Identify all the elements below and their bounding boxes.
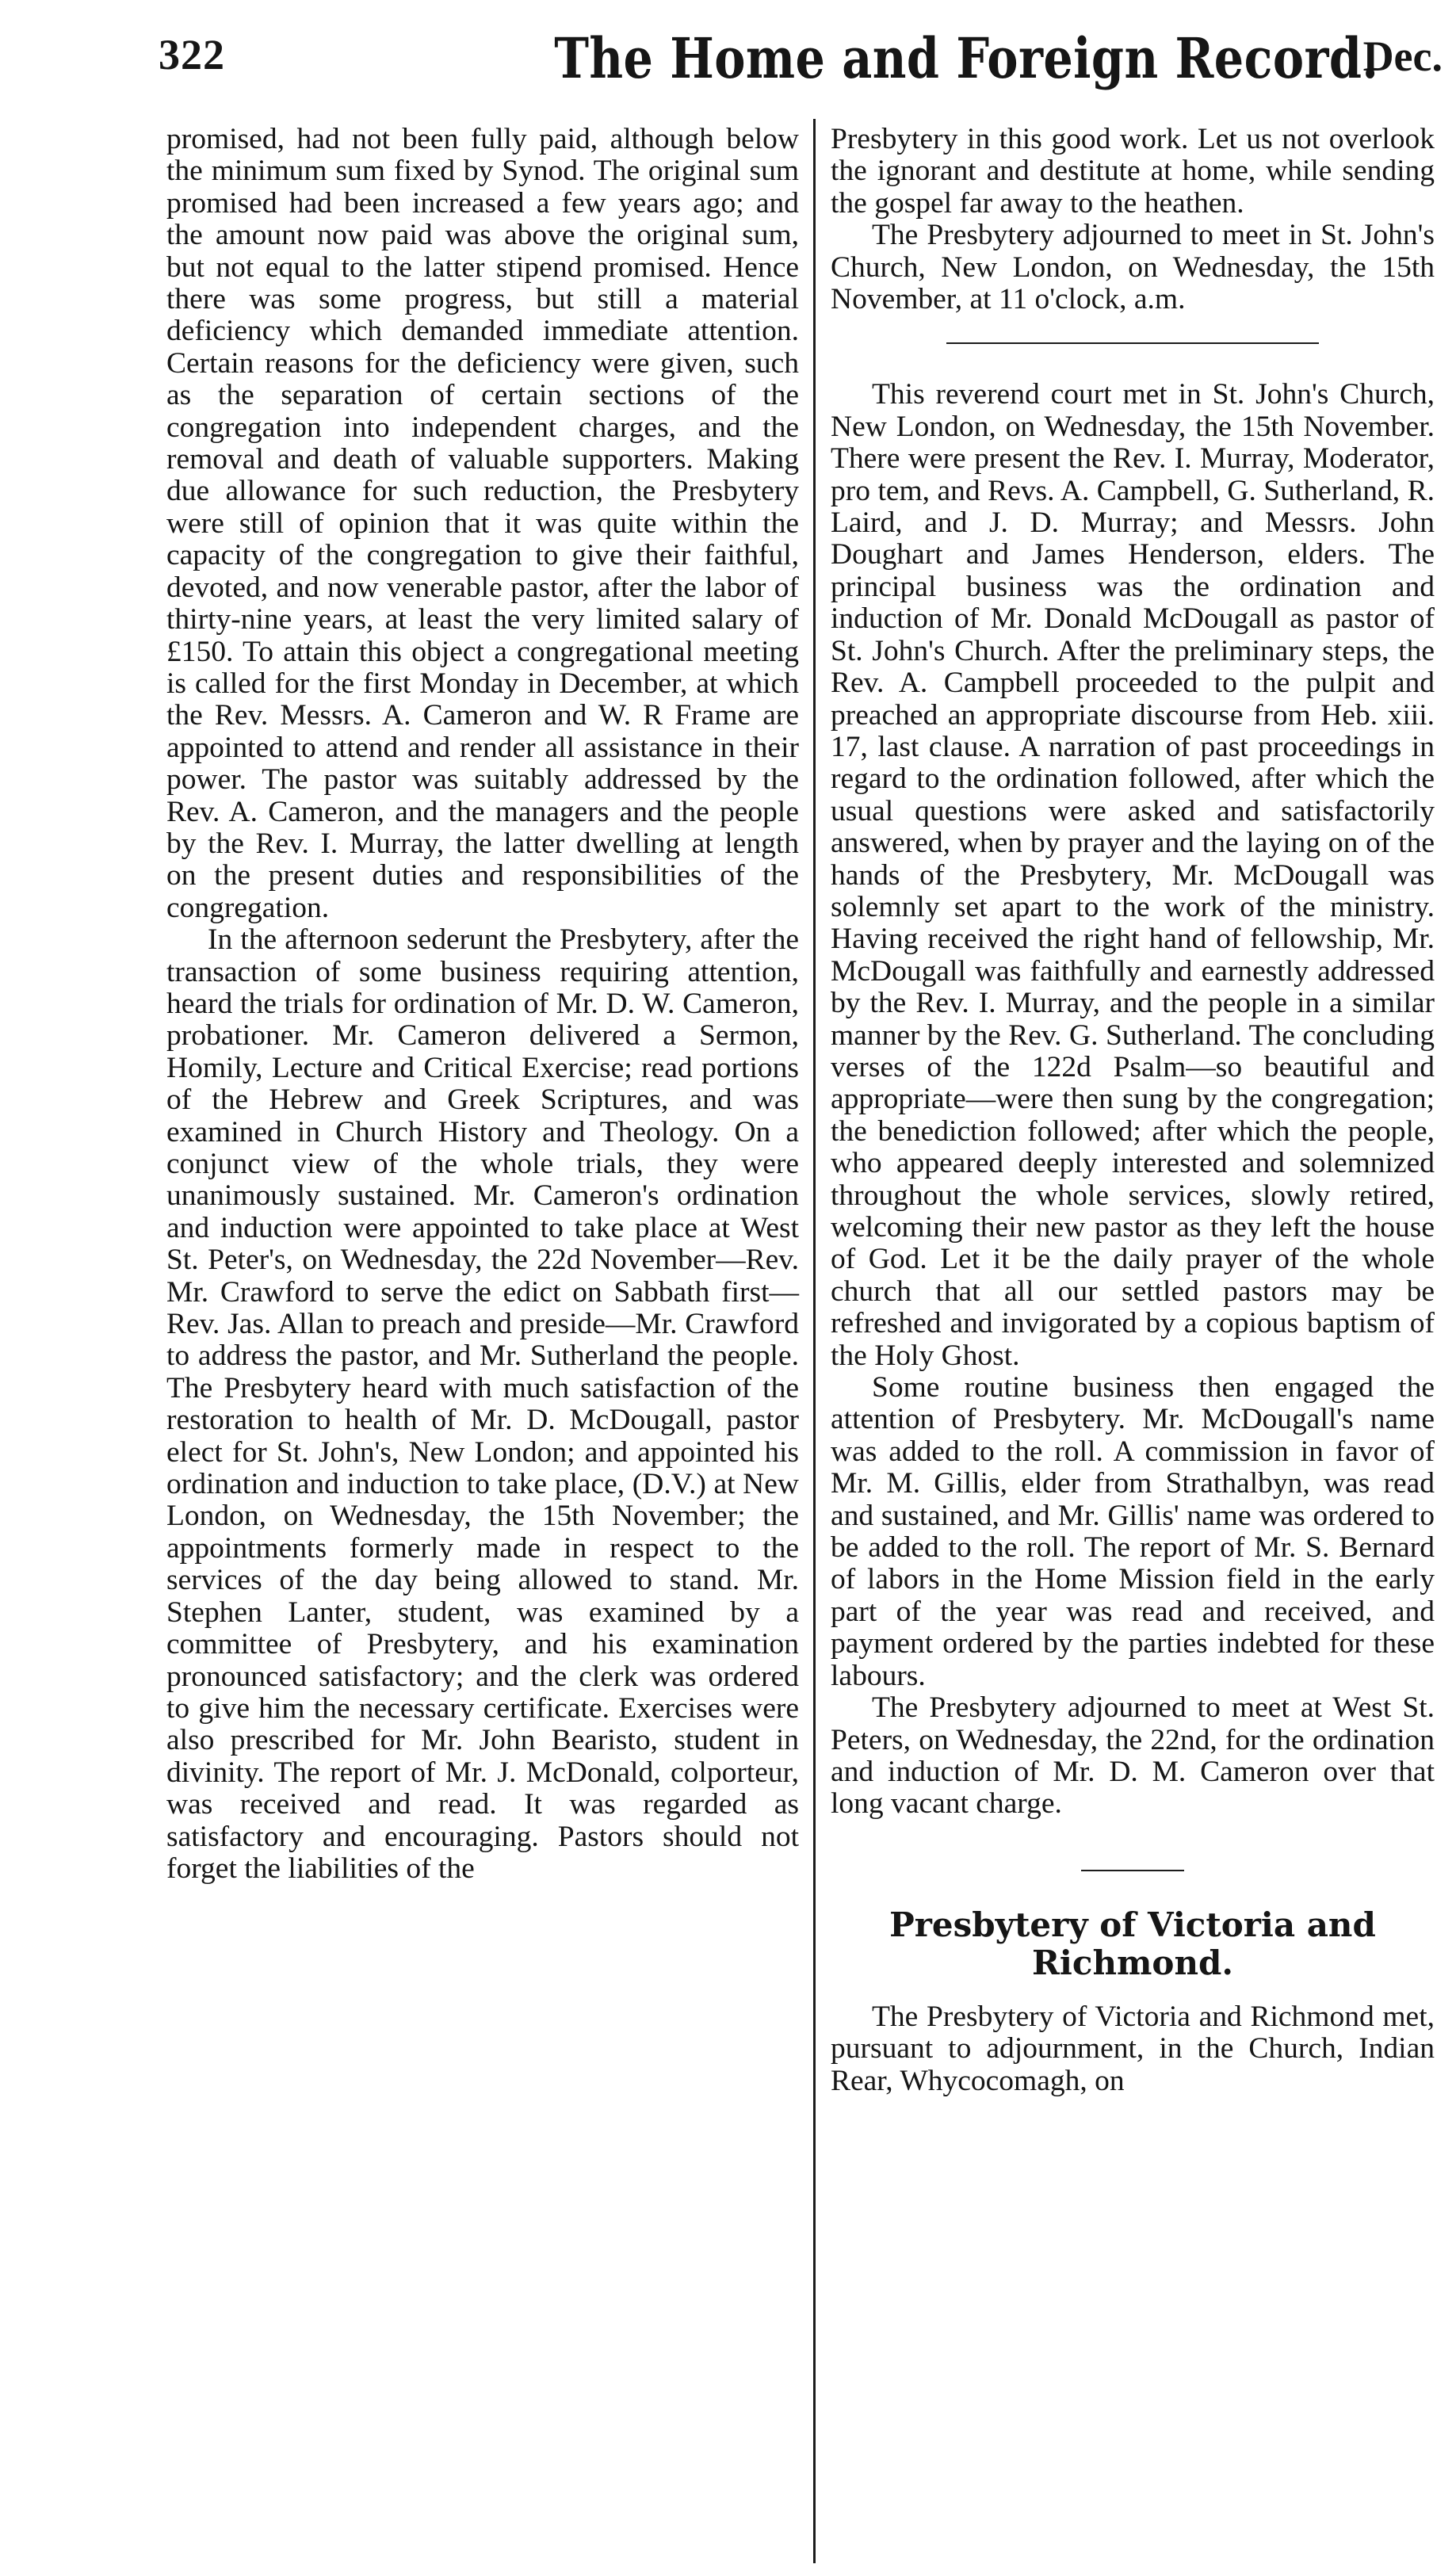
page-header [159, 25, 1443, 109]
page-number: 322 [159, 31, 225, 78]
body-paragraph: In the afternoon sederunt the Presbytery, after the transaction of some business requiring attention, heard the trials for ordination of Mr. D. W. Cameron, probationer. Mr. Cameron delivered a Sermon, Homily, Lecture and Critical Exercise; read portions of the Hebrew and Greek Scriptures, and was examined in Church History and Theology. On a conjunct view of the whole trials, they were unanimously sustained. Mr. Cameron's ordination and induction were appointed to take place at West St. Peter's, on Wednesday, the 22d November—Rev. Mr. Crawford to serve the edict on Sabbath first—Rev. Jas. Allan to preach and preside—Mr. Crawford to address the pastor, and Mr. Sutherland the people. The Presbytery heard with much satisfaction of the restoration to health of Mr. D. McDougall, pastor elect for St. John's, New London; and appointed his ordination and induction to take place, (D.V.) at New London, on Wednesday, the 15th November; the appointments formerly made in respect to the services of the day being allowed to stand. Mr. Stephen Lanter, student, was examined by a committee of Presbytery, and his examination pronounced satisfactory; and the clerk was ordered to give him the necessary certificate. Exercises were also prescribed for Mr. John Bearisto, student in divinity. The report of Mr. J. McDonald, colporteur, was received and read. It was regarded as satisfactory and encouraging. Pastors should not forget the liabilities of the [166, 923, 799, 1885]
right-column [831, 124, 1435, 2097]
body-paragraph: This reverend court met in St. John's Church, New London, on Wednesday, the 15th November. There were present the Rev. I. Murray, Moderator, pro tem, and Revs. A. Campbell, G. Sutherland, R. Laird, and J. D. Murray; and Messrs. John Doughart and James Henderson, elders. The principal business was the ordination and induction of Mr. Donald McDougall as pastor of St. John's Church. After the preliminary steps, the Rev. A. Campbell proceeded to the pulpit and preached an appropriate discourse from Heb. xiii. 17, last clause. A narration of past proceedings in regard to the ordination followed, after which the usual questions were asked and satisfactorily answered, when by prayer and the laying on of the hands of the Presbytery, Mr. McDougall was solemnly set apart to the work of the ministry. Having received the right hand of fellowship, Mr. McDougall was faithfully and earnestly addressed by the Rev. I. Murray, and the people in a similar manner by the Rev. G. Sutherland. The concluding verses of the 122d Psalm—so beautiful and appropriate—were then sung by the congregation; the benediction followed; after which the people, who appeared deeply interested and solemnized throughout the whole services, slowly retired, welcoming their new pastor as they left the house of God. Let it be the daily prayer of the whole church that all our settled pastors may be refreshed and invigorated by a copious baptism of the Holy Ghost. [831, 378, 1435, 1372]
column-divider [813, 119, 816, 2563]
section-heading: Presbytery of Victoria and Richmond. [889, 1905, 1376, 1982]
body-paragraph: promised, had not been fully paid, although below the minimum sum fixed by Synod. The original sum promised had been increased a few years ago; and the amount now paid was above the original sum, but not equal to the latter stipend promised. Hence there was some progress, but still a material deficiency which demanded immediate attention. Certain reasons for the deficiency were given, such as the separation of certain sections of the congregation into independent charges, and the removal and death of valuable supporters. Making due allowance for such reduction, the Presbytery were still of opinion that it was quite within the capacity of the congregation to give their faithful, devoted, and now venerable pastor, after the labor of thirty-nine years, at least the very limited salary of £150. To attain this object a congregational meeting is called for the first Monday in December, at which the Rev. Messrs. A. Cameron and W. R Frame are appointed to attend and render all assistance in their power. The pastor was suitably addressed by the Rev. A. Cameron, and the managers and the people by the Rev. I. Murray, the latter dwelling at length on the present duties and responsibilities of the congregation. [166, 123, 799, 924]
body-paragraph: Some routine business then engaged the attention of Presbytery. Mr. McDougall's name was added to the roll. A commission in favor of Mr. M. Gillis, elder from Strathalbyn, was read and sustained, and Mr. Gillis' name was ordered to be added to the roll. The report of Mr. S. Bernard of labors in the Home Mission field in the early part of the year was read and received, and payment ordered by the parties indebted for these labours. [831, 1371, 1435, 1692]
running-title: The Home and Foreign Record. [554, 25, 1379, 91]
left-column [166, 124, 799, 1885]
body-paragraph: Presbytery in this good work. Let us not overlook the ignorant and destitute at home, while sending the gospel far away to the heathen. [831, 123, 1435, 220]
body-paragraph: The Presbytery of Victoria and Richmond met, pursuant to adjournment, in the Church, Indian Rear, Whycocomagh, on [831, 2000, 1435, 2097]
section-rule [1081, 1870, 1184, 1871]
month-label: Dec. [1362, 32, 1443, 80]
body-paragraph: The Presbytery adjourned to meet in St. John's Church, New London, on Wednesday, the 15th November, at 11 o'clock, a.m. [831, 219, 1435, 316]
section-rule [946, 342, 1319, 344]
body-paragraph: The Presbytery adjourned to meet at West St. Peters, on Wednesday, the 22nd, for the ordination and induction of Mr. D. M. Cameron over that long vacant charge. [831, 1691, 1435, 1821]
